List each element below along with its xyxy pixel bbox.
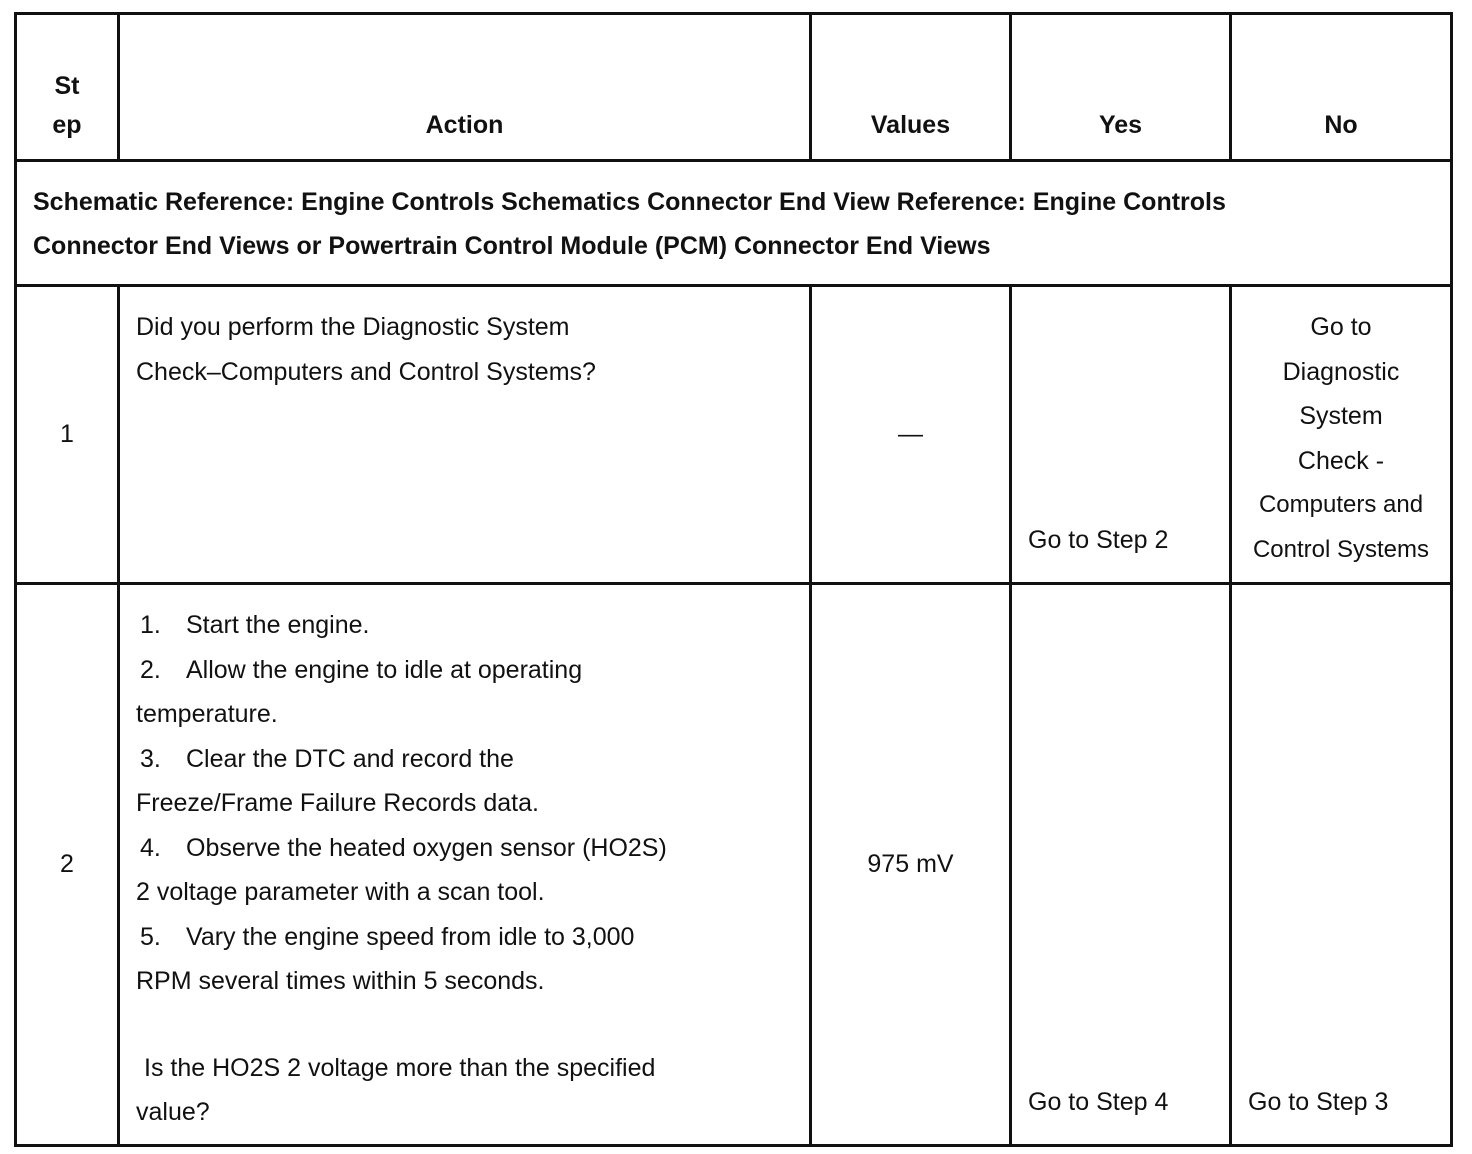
no-line: Go to <box>1310 313 1372 341</box>
action-line: Did you perform the Diagnostic System <box>136 313 570 341</box>
schematic-reference <box>16 161 1452 286</box>
action-line: Check–Computers and Control Systems? <box>136 357 596 386</box>
list-text: Observe the heated oxygen sensor (HO2S) <box>186 833 667 862</box>
spacer <box>136 1004 793 1046</box>
value-cell: 975 mV <box>811 584 1011 1146</box>
list-text: Clear the DTC and record the <box>186 744 514 773</box>
list-number: 4. <box>140 833 161 862</box>
list-item <box>136 915 793 960</box>
diagnostic-table <box>14 12 1453 1147</box>
yes-cell: Go to Step 4 <box>1011 584 1231 1146</box>
step-number: 2 <box>16 584 119 1146</box>
list-number: 2. <box>140 655 161 684</box>
header-step-line1: St <box>54 72 80 100</box>
step-number: 1 <box>16 286 119 584</box>
list-text: 2 voltage parameter with a scan tool. <box>136 878 545 906</box>
list-number: 3. <box>140 744 161 773</box>
no-line: Control Systems <box>1252 535 1430 563</box>
list-item <box>136 603 793 648</box>
question-line: Is the HO2S 2 voltage more than the specified <box>144 1053 656 1082</box>
header-step-line2: ep <box>52 111 82 139</box>
no-line: Check - <box>1297 446 1385 475</box>
header-values: Values <box>811 14 1011 161</box>
no-cell <box>1231 286 1452 584</box>
list-item <box>136 737 793 782</box>
table-row <box>16 584 1452 1146</box>
header-row <box>16 14 1452 161</box>
list-text: Allow the engine to idle at operating <box>186 655 583 684</box>
list-text: RPM several times within 5 seconds. <box>136 967 545 995</box>
no-line: Diagnostic <box>1282 357 1400 386</box>
yes-cell: Go to Step 2 <box>1011 286 1231 584</box>
reference-row <box>16 161 1452 286</box>
no-line: Computers and <box>1258 491 1424 518</box>
list-item <box>136 826 793 871</box>
table-row <box>16 286 1452 584</box>
header-no: No <box>1231 14 1452 161</box>
reference-line-2: Connector End Views or Powertrain Control Module (PCM) Connector End Views <box>33 232 991 260</box>
list-text: temperature. <box>136 700 278 728</box>
list-number: 1. <box>140 611 161 639</box>
no-line: System <box>1299 402 1383 430</box>
value-cell: — <box>811 286 1011 584</box>
list-number: 5. <box>140 922 161 951</box>
list-text: Start the engine. <box>186 611 370 639</box>
list-item <box>136 648 793 693</box>
header-action: Action <box>119 14 811 161</box>
action-cell <box>119 584 811 1146</box>
list-text: Vary the engine speed from idle to 3,000 <box>186 922 635 951</box>
question-line: value? <box>136 1098 210 1126</box>
header-step <box>16 14 119 161</box>
header-yes: Yes <box>1011 14 1231 161</box>
list-text: Freeze/Frame Failure Records data. <box>136 789 539 817</box>
action-cell <box>119 286 811 584</box>
no-cell: Go to Step 3 <box>1231 584 1452 1146</box>
reference-line-1: Schematic Reference: Engine Controls Schematics Connector End View Reference: Engine Controls <box>33 188 1226 216</box>
